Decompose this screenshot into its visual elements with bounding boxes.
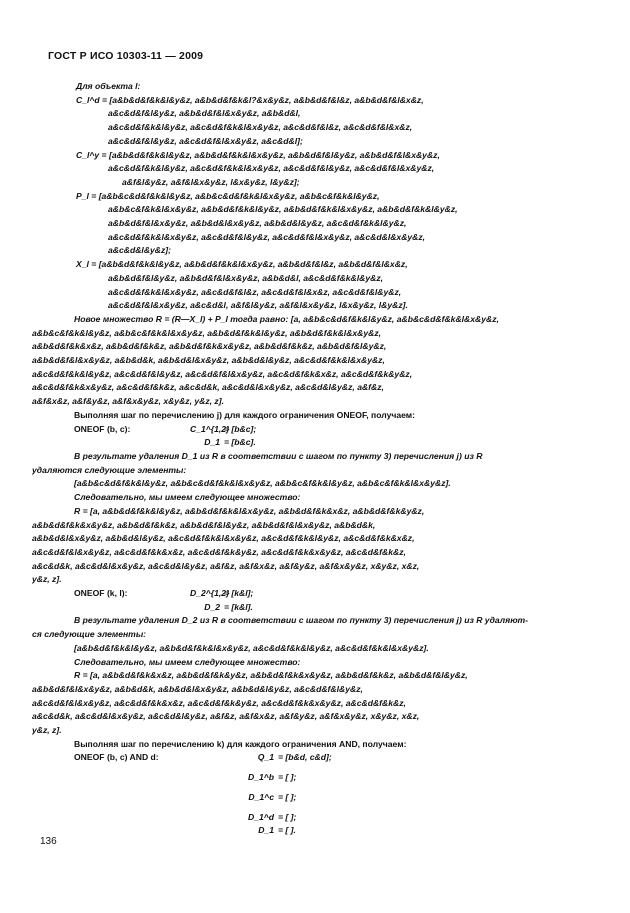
text-line: [a&b&d&f&k&l&y&z, a&b&d&f&k&l&x&y&z, a&c&d&f&k&l&y&z, a&c&d&f&k&l&x&y&z]. <box>74 642 429 653</box>
text-line: a&c&d&k, a&c&d&l&x&y&z, a&c&d&l&y&z, a&f&z, a&f&x&z, a&f&y&z, a&f&x&y&z, x&y&z, x&z, <box>32 711 420 722</box>
text-line: Следовательно, мы имеем следующее множество: <box>74 492 301 503</box>
text-line: a&c&d&f&k&l&x&y&z, a&c&d&f&l&z, a&c&d&f&l&x&z, a&c&d&f&l&y&z, <box>108 286 402 297</box>
set-value: = [ ]. <box>278 825 296 836</box>
constraint-line <box>32 751 594 765</box>
text-line: a&f&x&z, a&f&y&z, a&f&x&y&z, x&y&z, y&z, z]. <box>32 396 224 407</box>
set-symbol: D_1^c <box>248 791 274 802</box>
text-line: X_l = [a&b&d&f&k&l&y&z, a&b&d&f&k&l&x&y&z, a&b&d&f&l&z, a&b&d&f&l&x&z, <box>76 259 408 270</box>
text-line: R = [a, a&b&d&f&k&l&y&z, a&b&d&f&k&l&x&y&z, a&b&d&f&k&x&z, a&b&d&f&k&y&z, <box>74 505 425 516</box>
text-line: В результате удаления D_2 из R в соответствии с шагом по пункту 3) перечисления j) из R удаляют- <box>74 615 529 626</box>
text-line: a&c&d&k, a&c&d&l&x&y&z, a&c&d&l&y&z, a&f&z, a&f&x&z, a&f&y&z, a&f&x&y&z, x&y&z, x&z, <box>32 560 420 571</box>
constraint-line <box>32 824 594 838</box>
text-line: a&b&d&f&l&x&y&z, a&b&d&k, a&b&d&l&x&y&z, a&b&d&l&y&z, a&c&d&f&l&y&z, <box>32 683 363 694</box>
text-line: a&b&d&f&l&y&z, a&b&d&f&l&x&y&z, a&b&d&l, a&c&d&f&k&l&y&z, <box>108 272 384 283</box>
constraint-line <box>32 436 594 450</box>
set-value: = [ ]; <box>278 811 297 822</box>
set-value: = [ ]; <box>278 772 297 783</box>
text-line: a&c&d&f&l&x&y&z, a&c&d&l, a&f&l&y&z, a&f&l&x&y&z, l&x&y&z, l&y&z]. <box>108 300 408 311</box>
document-body <box>32 80 594 838</box>
set-symbol: D_1^b <box>247 772 274 783</box>
text-line: a&b&c&f&k&l&x&y&z, a&b&d&f&k&l&y&z, a&b&d&f&k&l&x&y&z, a&b&d&f&k&l&y&z, <box>108 204 458 215</box>
text-line: a&c&d&f&k&l&y&z, a&c&d&f&k&l&x&y&z, a&c&d&f&l&z, a&c&d&f&l&x&z, <box>108 122 413 133</box>
text-line: ся следующие элементы: <box>32 629 147 640</box>
text-line: a&b&d&f&k&x&y&z, a&b&d&f&k&z, a&b&d&f&l&y&z, a&b&d&f&l&x&y&z, a&b&d&k, <box>32 519 376 530</box>
text-line: a&c&d&l&y&z]; <box>108 245 172 256</box>
set-value: = [b&d, c&d]; <box>278 752 332 763</box>
set-value: = [b&c]. <box>224 437 256 448</box>
constraint-label: ONEOF (b, c): <box>74 423 131 434</box>
text-line: Для объекта l: <box>76 81 141 91</box>
standard-header: ГОСТ Р ИСО 10303-11 — 2009 <box>48 50 204 62</box>
text-line: a&f&l&y&z, a&f&l&x&y&z, l&x&y&z, l&y&z]; <box>122 176 300 187</box>
text-line: Выполняя шаг по перечислению j) для каждого ограничения ONEOF, получаем: <box>74 409 416 420</box>
set-symbol: C_1^{1,2} <box>190 423 230 434</box>
set-symbol: D_2 <box>204 601 220 612</box>
constraint-label: ONEOF (b, c) AND d: <box>74 752 159 763</box>
set-value: = [k&l]. <box>224 601 253 612</box>
text-line: R = [a, a&b&d&f&k&x&z, a&b&d&f&k&y&z, a&b&d&f&k&x&y&z, a&b&d&f&k&z, a&b&d&f&l&y&z, <box>74 670 468 681</box>
constraint-line <box>32 771 594 785</box>
set-symbol: D_2^{1,2} <box>190 588 230 599</box>
text-line: a&c&d&f&k&l&x&y&z, a&c&d&f&l&y&z, a&c&d&f&l&x&y&z, a&c&d&l&x&y&z, <box>108 231 426 242</box>
text-line: Новое множество R = (R—X_l) + P_l тогда равно: [a, a&b&c&d&f&k&l&y&z, a&b&c&d&f&k&l&x&y&z, <box>74 313 499 324</box>
text-line: Выполняя шаг по перечислению k) для каждого ограничения AND, получаем: <box>74 738 407 749</box>
set-value: = [ ]; <box>278 791 297 802</box>
set-value: = [k&l]; <box>224 588 254 599</box>
text-line: a&c&d&f&l&x&y&z, a&c&d&f&k&x&z, a&c&d&f&k&y&z, a&c&d&f&k&x&y&z, a&c&d&f&k&z, <box>32 546 406 557</box>
text-line: a&b&d&f&k&x&z, a&b&d&f&k&z, a&b&d&f&k&x&y&z, a&b&d&f&k&z, a&b&d&f&l&y&z, <box>32 341 387 352</box>
text-line: a&b&d&f&l&x&y&z, a&b&d&k, a&b&d&l&x&y&z, a&b&d&l&y&z, a&c&d&f&k&l&x&y&z, <box>32 355 385 366</box>
text-line: P_l = [a&b&c&d&f&k&l&y&z, a&b&c&d&f&k&l&x&y&z, a&b&c&f&k&l&y&z, <box>76 190 380 201</box>
text-line: Следовательно, мы имеем следующее множество: <box>74 656 301 667</box>
constraint-line <box>32 791 594 805</box>
text-line: a&c&d&f&l&y&z, a&c&d&f&l&x&y&z, a&c&d&l]; <box>108 135 303 146</box>
text-line: a&c&d&f&l&x&y&z, a&c&d&f&k&x&z, a&c&d&f&k&y&z, a&c&d&f&k&x&y&z, a&c&d&f&k&z, <box>32 697 406 708</box>
set-symbol: D_1 <box>258 825 274 836</box>
text-line: a&b&d&f&l&x&y&z, a&b&d&l&x&y&z, a&b&d&l&y&z, a&c&d&f&k&l&y&z, <box>108 218 407 229</box>
text-line: a&c&d&f&k&x&y&z, a&c&d&f&k&z, a&c&d&k, a&c&d&l&x&y&z, a&c&d&l&y&z, a&f&z, <box>32 382 384 393</box>
text-line: В результате удаления D_1 из R в соответствии с шагом по пункту 3) перечисления j) из R <box>74 450 483 461</box>
text-line: удаляются следующие элементы: <box>32 464 187 475</box>
text-line: [a&b&c&d&f&k&l&y&z, a&b&c&d&f&k&l&x&y&z, a&b&c&f&k&l&y&z, a&b&c&f&k&l&x&y&z]. <box>74 478 451 489</box>
text-line: a&c&d&f&k&l&y&z, a&c&d&f&l&y&z, a&c&d&f&l&x&y&z, a&c&d&f&k&x&z, a&c&d&f&k&y&z, <box>32 368 413 379</box>
constraint-line <box>32 601 594 615</box>
constraint-line <box>32 811 594 825</box>
text-line: C_l^y = [a&b&d&f&k&l&y&z, a&b&d&f&k&l&x&y&z, a&b&d&f&l&y&z, a&b&d&f&l&x&y&z, <box>76 149 440 160</box>
text-line: a&b&c&f&k&l&y&z, a&b&c&f&k&l&x&y&z, a&b&d&f&k&l&y&z, a&b&d&f&k&l&x&y&z, <box>32 327 382 338</box>
text-line: a&c&d&f&l&y&z, a&b&d&f&l&x&y&z, a&b&d&l, <box>108 108 301 119</box>
text-line: a&c&d&f&k&l&y&z, a&c&d&f&k&l&x&y&z, a&c&d&f&l&y&z, a&c&d&f&l&x&y&z, <box>108 163 435 174</box>
constraint-line <box>32 423 594 437</box>
text-line: y&z, z]. <box>32 725 62 736</box>
text-line: y&z, z]. <box>32 574 62 585</box>
page-number: 136 <box>40 836 57 847</box>
constraint-label: ONEOF (k, l): <box>74 588 128 599</box>
text-line: C_l^d = [a&b&d&f&k&l&y&z, a&b&d&f&k&l?&x&y&z, a&b&d&f&l&z, a&b&d&f&l&x&z, <box>76 94 424 105</box>
set-symbol: D_1 <box>204 437 220 448</box>
text-line: a&b&d&l&x&y&z, a&b&d&l&y&z, a&c&d&f&k&l&x&y&z, a&c&d&f&k&l&y&z, a&c&d&f&k&x&z, <box>32 533 415 544</box>
set-symbol: D_1^d <box>247 811 274 822</box>
set-symbol: Q_1 <box>257 752 274 763</box>
set-value: = [b&c]; <box>224 423 257 434</box>
constraint-line <box>32 587 594 601</box>
